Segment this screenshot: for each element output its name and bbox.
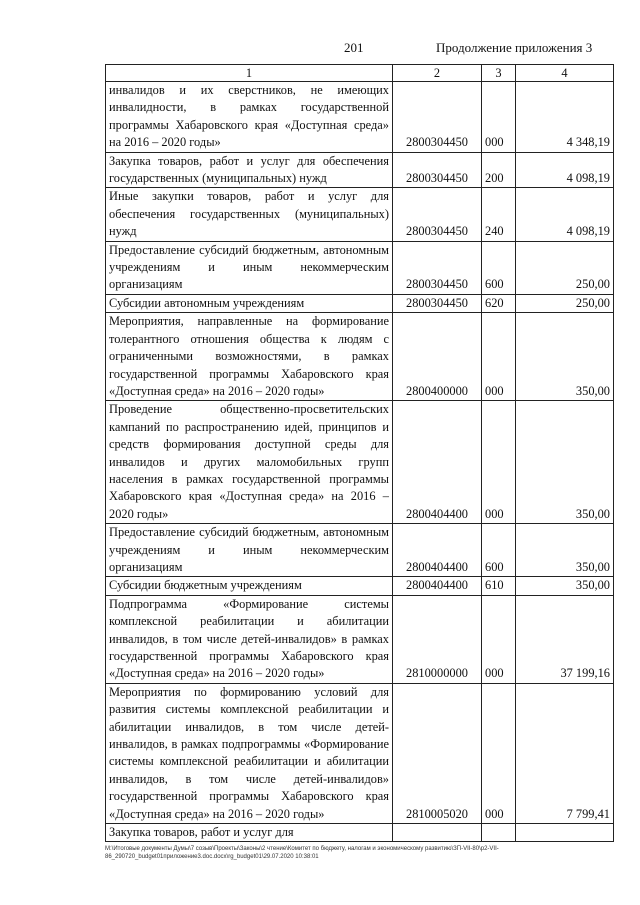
- row-name: Подпрограмма «Формирование системы комплексной реабилитации и абилитации инвалидов, в том числе детей-инвалидов» в рамках государственной программы Хабаровского края «Доступная среда» на 2016 – 2020 годы»: [106, 595, 393, 683]
- row-code: 2800404400: [393, 401, 482, 524]
- table-row: [106, 401, 614, 524]
- row-name: Предоставление субсидий бюджетным, автономным учреждениям и иным некоммерческим организациям: [106, 241, 393, 294]
- table-row: [106, 294, 614, 312]
- row-code: [393, 824, 482, 842]
- row-amount: 4 098,19: [516, 152, 614, 188]
- row-amount: [516, 824, 614, 842]
- row-type: 000: [482, 683, 516, 823]
- row-code: 2800304450: [393, 188, 482, 241]
- row-code: 2810000000: [393, 595, 482, 683]
- row-type: 610: [482, 577, 516, 595]
- row-type: 620: [482, 294, 516, 312]
- page-number: 201: [344, 40, 364, 55]
- row-code: 2800304450: [393, 82, 482, 153]
- row-code: 2810005020: [393, 683, 482, 823]
- row-name: инвалидов и их сверстников, не имеющих инвалидности, в рамках государственной программы Хабаровского края «Доступная среда» на 2016 – 2020 годы»: [106, 82, 393, 153]
- row-amount: 350,00: [516, 313, 614, 401]
- row-type: 000: [482, 313, 516, 401]
- table-row: [106, 313, 614, 401]
- row-amount: 4 098,19: [516, 188, 614, 241]
- row-type: [482, 824, 516, 842]
- row-type: 240: [482, 188, 516, 241]
- row-name: Иные закупки товаров, работ и услуг для обеспечения государственных (муниципальных) нужд: [106, 188, 393, 241]
- table-row: [106, 188, 614, 241]
- row-code: 2800400000: [393, 313, 482, 401]
- row-code: 2800304450: [393, 152, 482, 188]
- row-type: 200: [482, 152, 516, 188]
- column-header: 3: [482, 65, 516, 82]
- row-code: 2800404400: [393, 524, 482, 577]
- table-row: [106, 824, 614, 842]
- column-header: 4: [516, 65, 614, 82]
- row-type: 000: [482, 595, 516, 683]
- table-row: [106, 524, 614, 577]
- row-code: 2800304450: [393, 294, 482, 312]
- row-type: 600: [482, 524, 516, 577]
- row-amount: 37 199,16: [516, 595, 614, 683]
- row-code: 2800304450: [393, 241, 482, 294]
- row-name: Закупка товаров, работ и услуг для: [106, 824, 393, 842]
- column-header: 1: [106, 65, 393, 82]
- row-name: Предоставление субсидий бюджетным, автономным учреждениям и иным некоммерческим организациям: [106, 524, 393, 577]
- row-name: Мероприятия, направленные на формирование толерантного отношения общества к людям с ограниченными возможностями, в рамках государственной программы Хабаровского края «Доступная среда» на 2016 – 2020 годы»: [106, 313, 393, 401]
- row-type: 000: [482, 82, 516, 153]
- row-name: Субсидии автономным учреждениям: [106, 294, 393, 312]
- row-amount: 350,00: [516, 524, 614, 577]
- row-amount: 350,00: [516, 577, 614, 595]
- table-row: [106, 683, 614, 823]
- row-amount: 7 799,41: [516, 683, 614, 823]
- row-amount: 250,00: [516, 241, 614, 294]
- row-amount: 4 348,19: [516, 82, 614, 153]
- table-row: [106, 152, 614, 188]
- file-path-footer: M:\Итоговые документы Думы\7 созыв\Проекты\Законы\2 чтение\Комитет по бюджету, налогам и экономическому развитию\ЗП-VII-80\р2-VII-86_290720_budget01приложение3.doc.docx\rg_budget01\29.07.2020 10:38:01: [105, 846, 499, 860]
- row-type: 600: [482, 241, 516, 294]
- row-amount: 350,00: [516, 401, 614, 524]
- row-name: Субсидии бюджетным учреждениям: [106, 577, 393, 595]
- row-name: Мероприятия по формированию условий для развития системы комплексной реабилитации и абилитации инвалидов, в том числе детей-инвалидов, в рамках подпрограммы «Формирование системы комплексной реабилитации и абилитации инвалидов, в том числе детей-инвалидов» государственной программы Хабаровского края «Доступная среда» на 2016 – 2020 годы»: [106, 683, 393, 823]
- row-amount: 250,00: [516, 294, 614, 312]
- budget-table: [105, 64, 614, 842]
- table-row: [106, 595, 614, 683]
- row-type: 000: [482, 401, 516, 524]
- table-header-row: [106, 65, 614, 82]
- row-name: Проведение общественно-просветительских кампаний по распространению идей, принципов и средств формирования доступной среды для инвалидов и других маломобильных групп населения в рамках государственной программы Хабаровского края «Доступная среда» на 2016 – 2020 годы»: [106, 401, 393, 524]
- row-name: Закупка товаров, работ и услуг для обеспечения государственных (муниципальных) нужд: [106, 152, 393, 188]
- continuation-label: Продолжение приложения 3: [436, 40, 593, 55]
- row-code: 2800404400: [393, 577, 482, 595]
- table-row: [106, 82, 614, 153]
- column-header: 2: [393, 65, 482, 82]
- table-row: [106, 241, 614, 294]
- table-row: [106, 577, 614, 595]
